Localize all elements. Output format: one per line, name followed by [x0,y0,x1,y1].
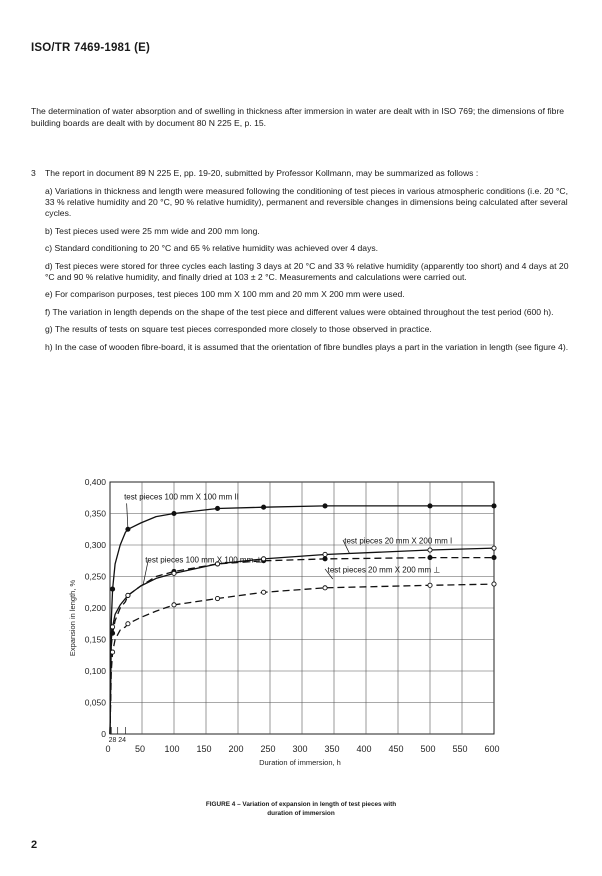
y-tick-label: 0,300 [84,540,106,550]
data-point [126,593,130,597]
data-point [492,504,496,508]
list-item: a) Variations in thickness and length were measured following the conditioning of test pieces in various atmospheric conditions (i.e. 20 °C, 33 % relative humidity and 20 °C, 90 % relative humidity), permanent and reversible changes in dimensions being calculated after several cycles. [45,186,569,218]
series-4 [110,582,496,734]
document-header: ISO/TR 7469-1981 (E) [31,42,151,54]
figure-caption [0,800,602,818]
data-point [428,504,432,508]
y-axis-label: Expansion in length, % [68,579,77,657]
x-tick-label: 300 [292,744,308,754]
data-point [428,548,432,552]
figure-caption-line-2: duration of immersion [267,810,335,817]
data-point [492,582,496,586]
x-tick-label: 150 [196,744,212,754]
x-tick-label: 250 [260,744,276,754]
legend-label: test pieces 100 mm X 100 mm II [124,492,239,502]
y-tick-label: 0,250 [84,571,106,582]
data-point [323,552,327,556]
list-item: c) Standard conditioning to 20 °C and 65 % relative humidity was achieved over 4 days. [45,243,379,253]
data-point [215,596,219,600]
x-tick-label: 100 [164,744,180,754]
small-tick-label: 28 [108,737,117,744]
data-point [323,586,327,590]
x-tick-label: 550 [452,744,468,754]
figure-caption-line-1: FIGURE 4 – Variation of expansion in length of test pieces with [205,801,397,808]
data-point [172,511,176,515]
y-tick-label: 0,050 [84,697,106,708]
data-point [262,505,266,509]
data-point [492,556,496,560]
data-point [110,650,114,654]
x-tick-label: 400 [356,744,372,754]
data-point [323,557,327,561]
legend-label: test pieces 20 mm X 200 mm I [344,536,453,546]
data-point [492,546,496,550]
y-tick-label: 0,200 [84,603,106,613]
list-item: b) Test pieces used were 25 mm wide and 200 mm long. [45,225,260,236]
x-axis-label: Duration of immersion, h [259,758,341,767]
y-tick-label: 0,150 [84,634,106,645]
y-tick-label: 0,400 [84,477,106,487]
section-3-intro [31,168,571,180]
data-point [172,603,176,607]
x-tick-label: 450 [388,744,404,754]
expansion-chart [0,470,602,800]
data-point [323,504,327,508]
data-point [110,587,114,591]
list-item: h) In the case of wooden fibre-board, it is assumed that the orientation of fibre bundles plays a part in the variation in length (see figure 4). [45,341,569,352]
legend-label: test pieces 20 mm X 200 mm ⊥ [327,565,441,575]
section-number: 3 [31,168,36,178]
intro-paragraph: The determination of water absorption and of swelling in thickness after immersion in water are dealt with in ISO 769; the dimensions of fibre building boards are dealt with by document 80 N 225 E, p. 15. [31,106,565,128]
data-point [126,622,130,626]
list-item: d) Test pieces were stored for three cycles each lasting 3 days at 20 °C and 33 % relative humidity (apparently too short) and 4 days at 20 °C and 90 % relative humidity, and finally dried at 103 ± 2 °C. Measurements and calculations were carried out. [45,260,569,282]
x-tick-label: 50 [134,744,146,754]
data-point [172,571,176,575]
section-3-items [45,186,571,359]
section-intro-text: The report in document 89 N 225 E, pp. 19-20, submitted by Professor Kollmann, may be summarized as follows : [45,168,479,178]
series-2 [110,556,496,735]
list-item: e) For comparison purposes, test pieces 100 mm X 100 mm and 20 mm X 200 mm were used. [45,289,405,299]
list-item: g) The results of tests on square test pieces corresponded more closely to those observed in practice. [45,324,432,334]
data-point [428,556,432,560]
data-point [110,625,114,629]
data-point [262,590,266,594]
x-tick-label: 600 [484,744,500,754]
small-tick-label: 24 [118,737,127,744]
data-point [428,583,432,587]
list-item: f) The variation in length depends on the shape of the test piece and different values were obtained throughout the test period (600 h). [45,306,554,317]
legend-leader-line [127,503,128,529]
legend-label: test pieces 100 mm X 100 mm ⊥ [145,555,263,565]
y-tick-label: 0,350 [84,508,106,519]
x-tick-label: 350 [324,744,340,754]
x-tick-label: 500 [420,744,436,754]
page-number: 2 [31,839,38,851]
x-tick-label: 0 [105,744,111,754]
y-tick-label: 0,100 [84,666,106,676]
data-point [215,506,219,510]
x-tick-label: 200 [228,744,244,754]
y-tick-label: 0 [101,729,106,739]
